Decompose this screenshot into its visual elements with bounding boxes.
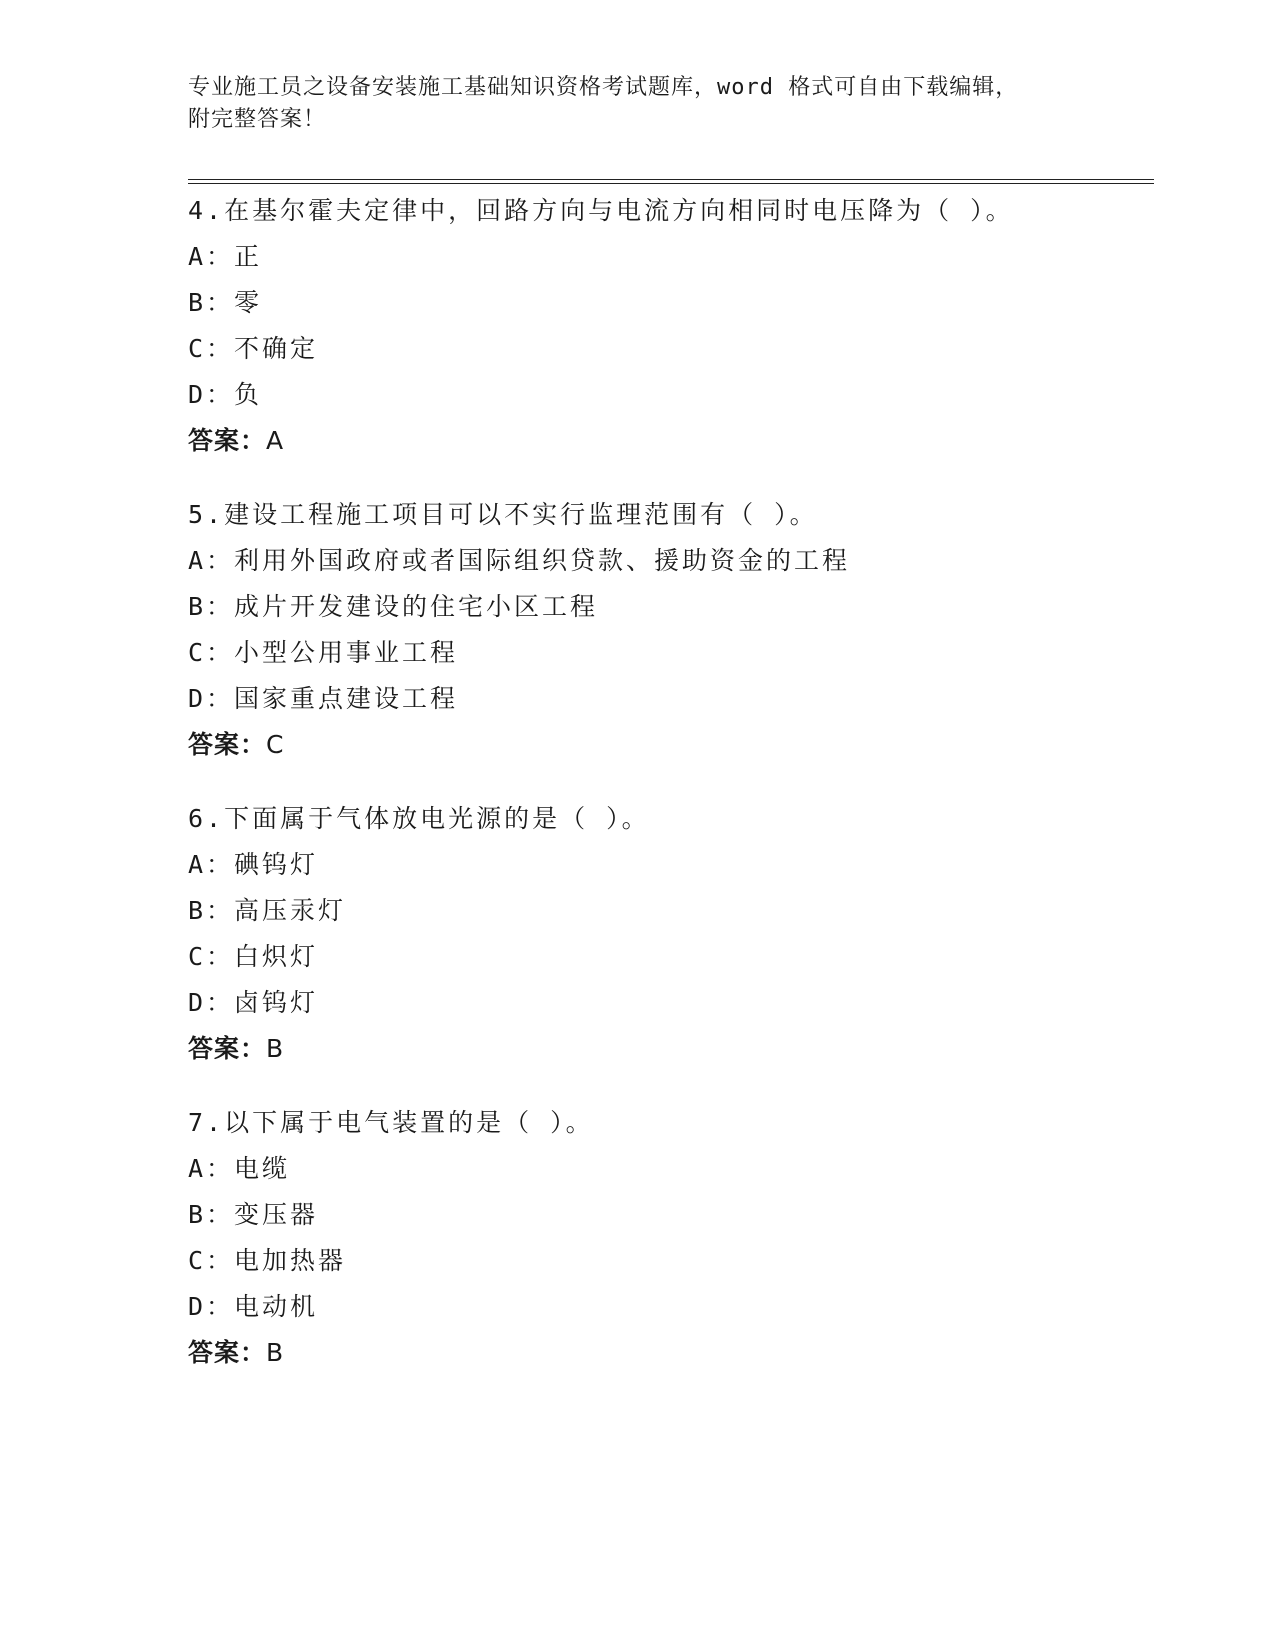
option-b [188, 584, 1188, 630]
option-text: 利用外国政府或者国际组织贷款、援助资金的工程 [234, 546, 851, 575]
option-text: 成片开发建设的住宅小区工程 [234, 592, 599, 621]
answer-line [188, 418, 1188, 464]
question-7 [188, 1100, 1188, 1376]
option-text: 卤钨灯 [234, 988, 319, 1017]
answer-label: 答案： [188, 1338, 267, 1367]
option-letter: B： [188, 896, 235, 925]
option-letter: C： [188, 334, 235, 363]
option-letter: B： [188, 592, 235, 621]
option-b [188, 888, 1188, 934]
option-c [188, 1238, 1188, 1284]
option-letter: C： [188, 1246, 235, 1275]
option-d [188, 676, 1188, 722]
option-letter: A： [188, 850, 235, 879]
option-text: 高压汞灯 [234, 896, 347, 925]
option-letter: A： [188, 1154, 235, 1183]
option-text: 负 [234, 380, 263, 409]
header-divider [188, 179, 1154, 184]
option-text: 正 [234, 242, 263, 271]
question-text: 7.以下属于电气装置的是（ ）。 [188, 1108, 594, 1137]
option-a [188, 234, 1188, 280]
option-d [188, 372, 1188, 418]
answer-label: 答案： [188, 730, 267, 759]
option-c [188, 934, 1188, 980]
question-text: 6.下面属于气体放电光源的是（ ）。 [188, 804, 650, 833]
option-letter: D： [188, 1292, 235, 1321]
document-header [188, 72, 1088, 136]
question-5 [188, 492, 1188, 768]
option-text: 白炽灯 [234, 942, 319, 971]
question-text: 5.建设工程施工项目可以不实行监理范围有（ ）。 [188, 500, 818, 529]
answer-line [188, 1026, 1188, 1072]
option-c [188, 630, 1188, 676]
option-letter: C： [188, 638, 235, 667]
option-text: 电加热器 [234, 1246, 347, 1275]
option-text: 变压器 [234, 1200, 319, 1229]
header-line-2: 附完整答案！ [188, 107, 327, 132]
option-c [188, 326, 1188, 372]
option-letter: A： [188, 242, 235, 271]
option-b [188, 280, 1188, 326]
option-a [188, 1146, 1188, 1192]
option-letter: C： [188, 942, 235, 971]
question-text: 4.在基尔霍夫定律中，回路方向与电流方向相同时电压降为（ ）。 [188, 196, 1014, 225]
option-letter: D： [188, 380, 235, 409]
option-d [188, 1284, 1188, 1330]
option-letter: D： [188, 684, 235, 713]
option-b [188, 1192, 1188, 1238]
option-a [188, 538, 1188, 584]
answer-value: B [266, 1034, 285, 1063]
answer-label: 答案： [188, 426, 267, 455]
answer-value: B [266, 1338, 285, 1367]
answer-value: C [266, 730, 285, 759]
option-letter: A： [188, 546, 235, 575]
option-text: 电动机 [234, 1292, 319, 1321]
question-4 [188, 188, 1188, 464]
option-text: 碘钨灯 [234, 850, 319, 879]
question-6 [188, 796, 1188, 1072]
answer-value: A [266, 426, 285, 455]
option-text: 不确定 [234, 334, 319, 363]
option-d [188, 980, 1188, 1026]
option-text: 小型公用事业工程 [234, 638, 459, 667]
option-letter: B： [188, 288, 235, 317]
option-text: 国家重点建设工程 [234, 684, 459, 713]
answer-label: 答案： [188, 1034, 267, 1063]
header-line-1: 专业施工员之设备安装施工基础知识资格考试题库，word 格式可自由下载编辑， [188, 75, 1019, 100]
answer-line [188, 1330, 1188, 1376]
option-letter: D： [188, 988, 235, 1017]
option-a [188, 842, 1188, 888]
option-letter: B： [188, 1200, 235, 1229]
answer-line [188, 722, 1188, 768]
option-text: 电缆 [234, 1154, 291, 1183]
option-text: 零 [234, 288, 263, 317]
